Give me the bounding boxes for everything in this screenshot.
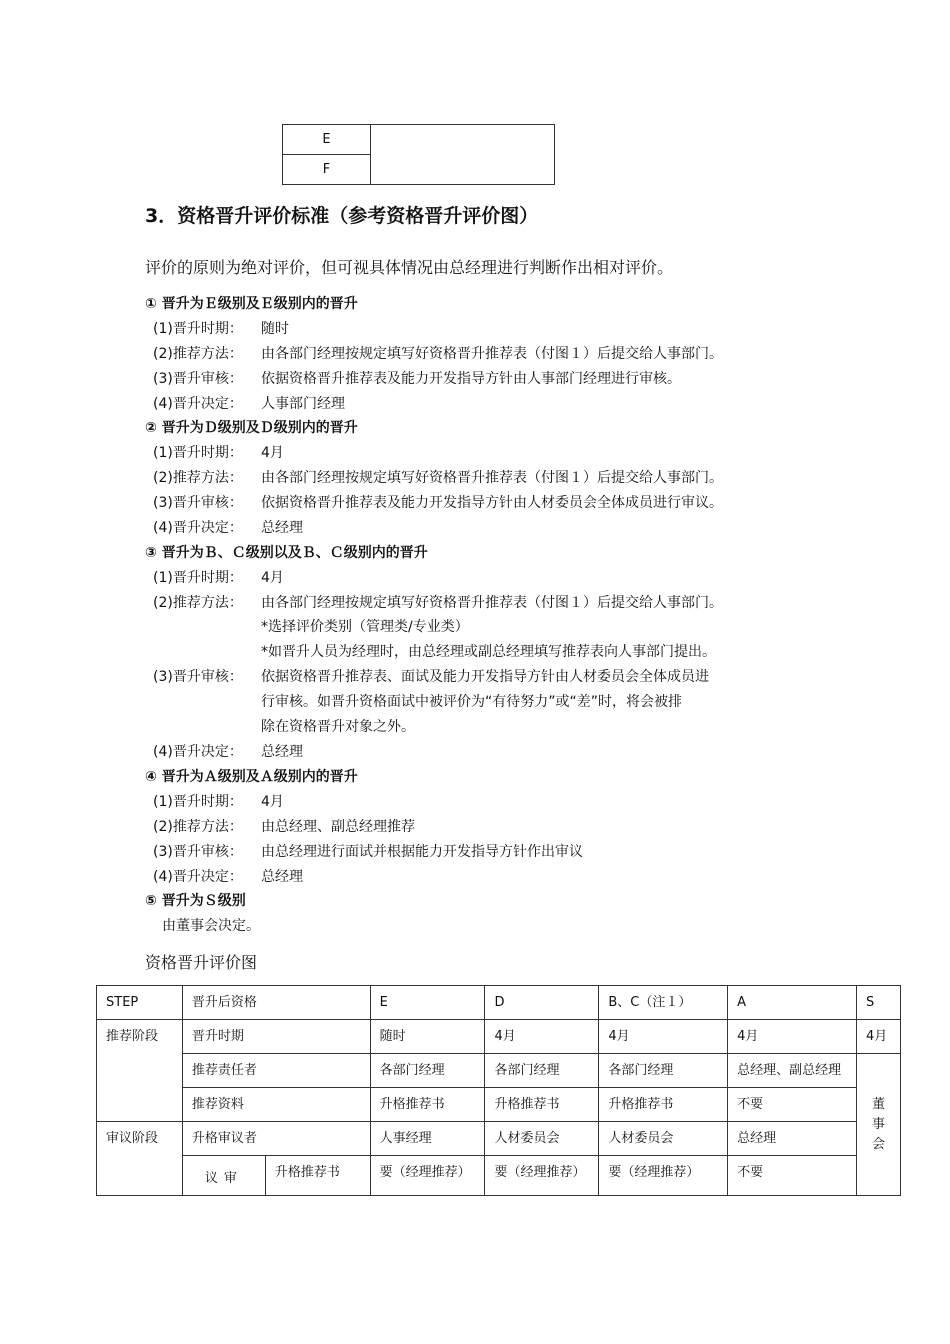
table-row (97, 1122, 901, 1156)
item-label: (4)晋升决定： (153, 869, 243, 885)
table-cell: 推荐阶段 (97, 1020, 183, 1122)
item-text: 由各部门经理按规定填写好资格晋升推荐表（付图１）后提交给人事部门。 (261, 346, 723, 362)
item-text: 除在资格晋升对象之外。 (261, 719, 415, 735)
item-label: (1)晋升时期： (153, 445, 243, 461)
table-cell: 要（经理推荐） (485, 1156, 599, 1196)
table-cell: 人材委员会 (599, 1122, 728, 1156)
intro-paragraph: 评价的原则为绝对评价，但可视具体情况由总经理进行判断作出相对评价。 (145, 258, 674, 277)
item-label: (1)晋升时期： (153, 794, 243, 810)
item-text: 由各部门经理按规定填写好资格晋升推荐表（付图１）后提交给人事部门。 (261, 470, 723, 486)
item-label: (3)晋升审核： (153, 669, 243, 685)
item-text: 4月 (261, 570, 284, 586)
item-note: *如晋升人员为经理时，由总经理或副总经理填写推荐表向人事部门提出。 (261, 644, 716, 660)
table-cell: 随时 (370, 1020, 485, 1054)
table-cell: D (485, 986, 599, 1020)
table-cell: 推荐责任者 (182, 1054, 370, 1088)
table-cell: 总经理、副总经理 (728, 1054, 857, 1088)
table-cell: 升格推荐书 (599, 1088, 728, 1122)
table-cell: 要（经理推荐） (599, 1156, 728, 1196)
item-text: 依据资格晋升推荐表及能力开发指导方针由人材委员会全体成员进行审议。 (261, 495, 723, 511)
table-row (97, 1156, 901, 1196)
grade-table-fragment (282, 124, 555, 185)
table-row (97, 1088, 901, 1122)
table-cell: 总经理 (728, 1122, 857, 1156)
item-text: 由董事会决定。 (162, 918, 260, 934)
table-cell: 要（经理推荐） (370, 1156, 485, 1196)
table-row (283, 125, 555, 155)
item-text: 4月 (261, 445, 284, 461)
table-cell: 推荐资料 (182, 1088, 370, 1122)
item-label: (3)晋升审核： (153, 495, 243, 511)
table-cell: 不要 (728, 1088, 857, 1122)
item-text: 总经理 (261, 869, 303, 885)
table-row (97, 986, 901, 1020)
section-title-bc: ③ 晋升为Ｂ、Ｃ级别以及Ｂ、Ｃ级别内的晋升 (145, 545, 428, 561)
table-cell: 4月 (485, 1020, 599, 1054)
item-text: 依据资格晋升推荐表、面试及能力开发指导方针由人材委员会全体成员进 (261, 669, 709, 685)
table-row (97, 1020, 901, 1054)
table-cell: 审议阶段 (97, 1122, 183, 1196)
section-title-a: ④ 晋升为Ａ级别及Ａ级别内的晋升 (145, 769, 358, 785)
board-cell: 董事会 (856, 1054, 900, 1196)
item-text: 总经理 (261, 520, 303, 536)
item-text: 总经理 (261, 744, 303, 760)
table-cell: A (728, 986, 857, 1020)
table-cell: 升格推荐书 (485, 1088, 599, 1122)
item-text: 行审核。如晋升资格面试中被评价为“有待努力”或“差”时，将会被排 (261, 694, 683, 710)
table-cell: 4月 (728, 1020, 857, 1054)
item-label: (1)晋升时期： (153, 321, 243, 337)
item-label: (2)推荐方法： (153, 470, 243, 486)
table-cell: 升格推荐书 (265, 1156, 370, 1196)
table-cell: 不要 (728, 1156, 857, 1196)
item-text: 由各部门经理按规定填写好资格晋升推荐表（付图１）后提交给人事部门。 (261, 595, 723, 611)
item-text: 4月 (261, 794, 284, 810)
table-cell: 升格审议者 (182, 1122, 370, 1156)
table-cell: B、C（注１） (599, 986, 728, 1020)
section-heading: 3．资格晋升评价标准（参考资格晋升评价图） (145, 205, 539, 227)
item-text: 人事部门经理 (261, 396, 345, 412)
item-text: 依据资格晋升推荐表及能力开发指导方针由人事部门经理进行审核。 (261, 371, 681, 387)
item-label: (2)推荐方法： (153, 595, 243, 611)
table-cell: STEP (97, 986, 183, 1020)
section-title-e: ① 晋升为Ｅ级别及Ｅ级别内的晋升 (145, 296, 358, 312)
item-label: (4)晋升决定： (153, 744, 243, 760)
item-text: 由总经理进行面试并根据能力开发指导方针作出审议 (261, 844, 583, 860)
section-title-d: ② 晋升为Ｄ级别及Ｄ级别内的晋升 (145, 420, 358, 436)
grade-description-cell (371, 125, 555, 185)
item-label: (2)推荐方法： (153, 346, 243, 362)
item-label: (4)晋升决定： (153, 396, 243, 412)
item-label: (2)推荐方法： (153, 819, 243, 835)
table-row (97, 1054, 901, 1088)
item-label: (3)晋升审核： (153, 371, 243, 387)
item-label: (3)晋升审核： (153, 844, 243, 860)
table-cell: 4月 (856, 1020, 900, 1054)
promotion-evaluation-table (96, 985, 901, 1196)
item-note: *选择评价类别（管理类/专业类） (261, 619, 469, 635)
table-cell: 各部门经理 (485, 1054, 599, 1088)
item-label: (4)晋升决定： (153, 520, 243, 536)
table-cell: 各部门经理 (599, 1054, 728, 1088)
table-cell: 晋升时期 (182, 1020, 370, 1054)
table-cell: 人事经理 (370, 1122, 485, 1156)
table-cell: 人材委员会 (485, 1122, 599, 1156)
table-cell: 晋升后资格 (182, 986, 370, 1020)
grade-cell: F (283, 155, 371, 185)
table-cell: E (370, 986, 485, 1020)
section-title-s: ⑤ 晋升为Ｓ级别 (145, 893, 246, 909)
table-caption: 资格晋升评价图 (145, 953, 258, 972)
table-cell: 议审 (182, 1156, 265, 1196)
table-cell: S (856, 986, 900, 1020)
table-cell: 升格推荐书 (370, 1088, 485, 1122)
item-label: (1)晋升时期： (153, 570, 243, 586)
item-text: 随时 (261, 321, 289, 337)
item-text: 由总经理、副总经理推荐 (261, 819, 415, 835)
grade-cell: E (283, 125, 371, 155)
table-cell: 4月 (599, 1020, 728, 1054)
table-cell: 各部门经理 (370, 1054, 485, 1088)
